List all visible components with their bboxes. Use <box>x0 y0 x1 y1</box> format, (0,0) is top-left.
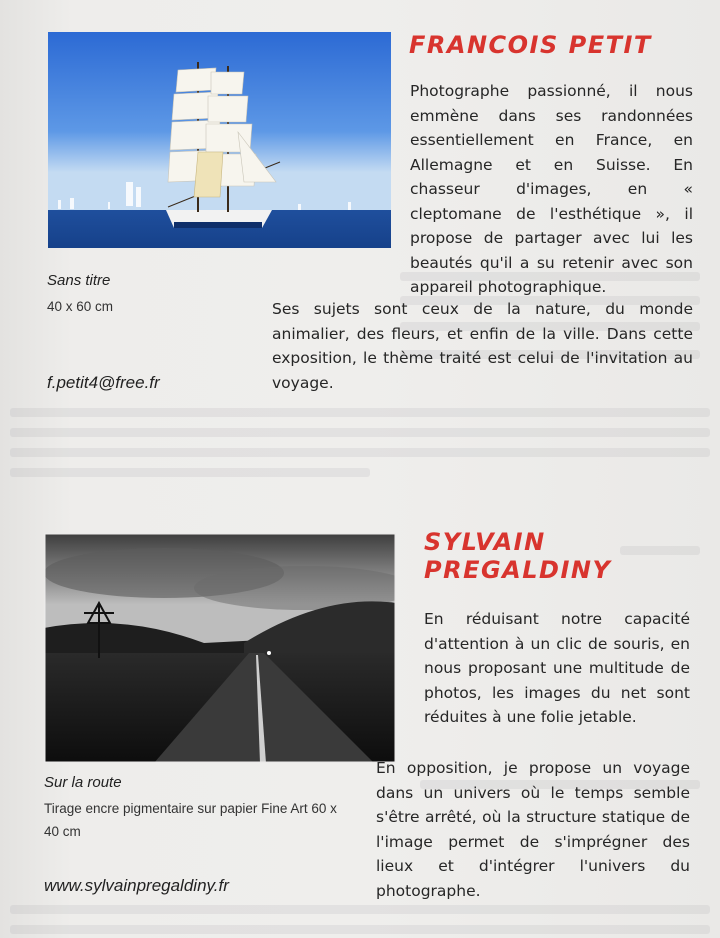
artist1-artwork-details: 40 x 60 cm <box>47 299 114 314</box>
tall-ship-illustration <box>48 32 391 248</box>
artist2-name: SYLVAIN PREGALDINY <box>424 528 612 584</box>
artist1-email-link[interactable]: f.petit4@free.fr <box>47 373 160 392</box>
artist1-paragraph1: Photographe passionné, il nous emmène dans ses randonnées essentiellement en France, en Allemagne et en Suisse. En chasseur d'images, en « cleptomane de l'esthétique », il propose de partager avec lui les beautés qu'il a su retenir avec son appareil photographique. <box>410 82 693 296</box>
road-illustration <box>44 533 396 763</box>
road-landscape-photo <box>44 533 396 763</box>
tall-ship-photo <box>48 32 391 248</box>
artist2-paragraph2: En opposition, je propose un voyage dans un univers où le temps semble s'être arrêté, où la structure statique de l'image permet de s'imprégner des lieux et d'intégrer l'univers du photographe. <box>376 759 690 900</box>
artist2-website-link[interactable]: www.sylvainpregaldiny.fr <box>44 876 229 895</box>
artist2-artwork-title: Sur la route <box>44 774 122 791</box>
artist2-artwork-details: Tirage encre pigmentaire sur papier Fine Art 60 x 40 cm <box>44 801 337 839</box>
artist1-paragraph2: Ses sujets sont ceux de la nature, du monde animalier, des fleurs, et enfin de la ville. Dans cette exposition, le thème traité est celui de l'invitation au voyage. <box>272 300 693 392</box>
artist2-paragraph1: En réduisant notre capacité d'attention à un clic de souris, en nous proposant une multitude de photos, les images du net sont réduites à une folie jetable. <box>424 610 690 726</box>
artist1-artwork-title: Sans titre <box>47 272 111 289</box>
artist1-name: FRANCOIS PETIT <box>409 31 652 59</box>
